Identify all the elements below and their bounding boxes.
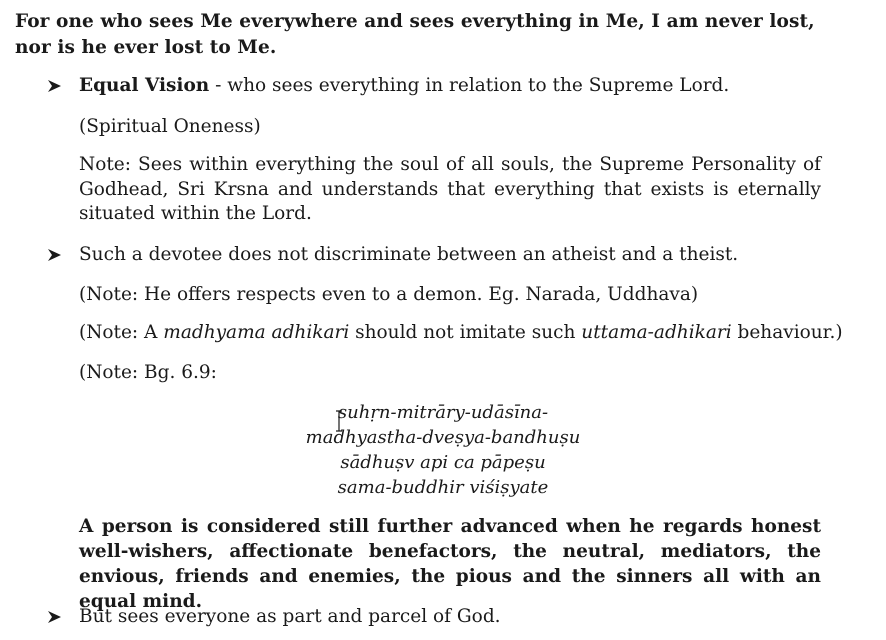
verse-line: suhṛn-mitrāry-udāsīna- — [337, 402, 549, 423]
bullet-devotee: Such a devotee does not discriminate between an atheist and a theist. — [79, 244, 739, 265]
spiritual-oneness-text: (Spiritual Oneness) — [79, 116, 261, 137]
note-bg-text: (Note: Bg. 6.9: — [79, 362, 217, 383]
bullet-part-and-parcel: But sees everyone as part and parcel of God. — [79, 606, 501, 627]
note-text-part: should not imitate such — [349, 322, 582, 343]
verse-line: sādhuṣv api ca pāpeṣu — [340, 452, 546, 473]
note-text-part: behaviour.) — [731, 322, 843, 343]
text-cursor-icon — [336, 410, 342, 432]
note-text-part: (Note: A — [79, 322, 164, 343]
verse-line: sama-buddhir viśiṣyate — [337, 477, 549, 498]
bullet-equal-vision — [79, 73, 729, 98]
verse-line: madhyastha-dveṣya-bandhuṣu — [305, 427, 581, 448]
note-italic-term: uttama-adhikari — [581, 322, 732, 343]
note-italic-term: madhyama adhikari — [163, 322, 350, 343]
verse-translation: A person is considered still further advanced when he regards honest well-wishers, affectionate benefactors, the neutral, mediators, the envious, friends and enemies, the pious and the sinners all with an equal mind. — [79, 516, 821, 612]
arrow-bullet-icon — [46, 607, 64, 632]
arrow-bullet-icon — [46, 245, 64, 270]
arrow-bullet-icon — [46, 76, 64, 101]
bullet-text: - who sees everything in relation to the Supreme Lord. — [209, 75, 730, 96]
page-heading: For one who sees Me everywhere and sees everything in Me, I am never lost, nor is he ever lost to Me. — [15, 11, 815, 58]
sanskrit-verse — [0, 400, 886, 500]
note-madhyama-text — [79, 320, 843, 345]
note-respect-text: (Note: He offers respects even to a demon. Eg. Narada, Uddhava) — [79, 284, 699, 305]
bullet-bold-label: Equal Vision — [79, 75, 210, 96]
note-soul-paragraph: Note: Sees within everything the soul of all souls, the Supreme Personality of Godhead, Sri Krsna and understands that everything that exists is eternally situated within the Lord. — [79, 154, 821, 224]
